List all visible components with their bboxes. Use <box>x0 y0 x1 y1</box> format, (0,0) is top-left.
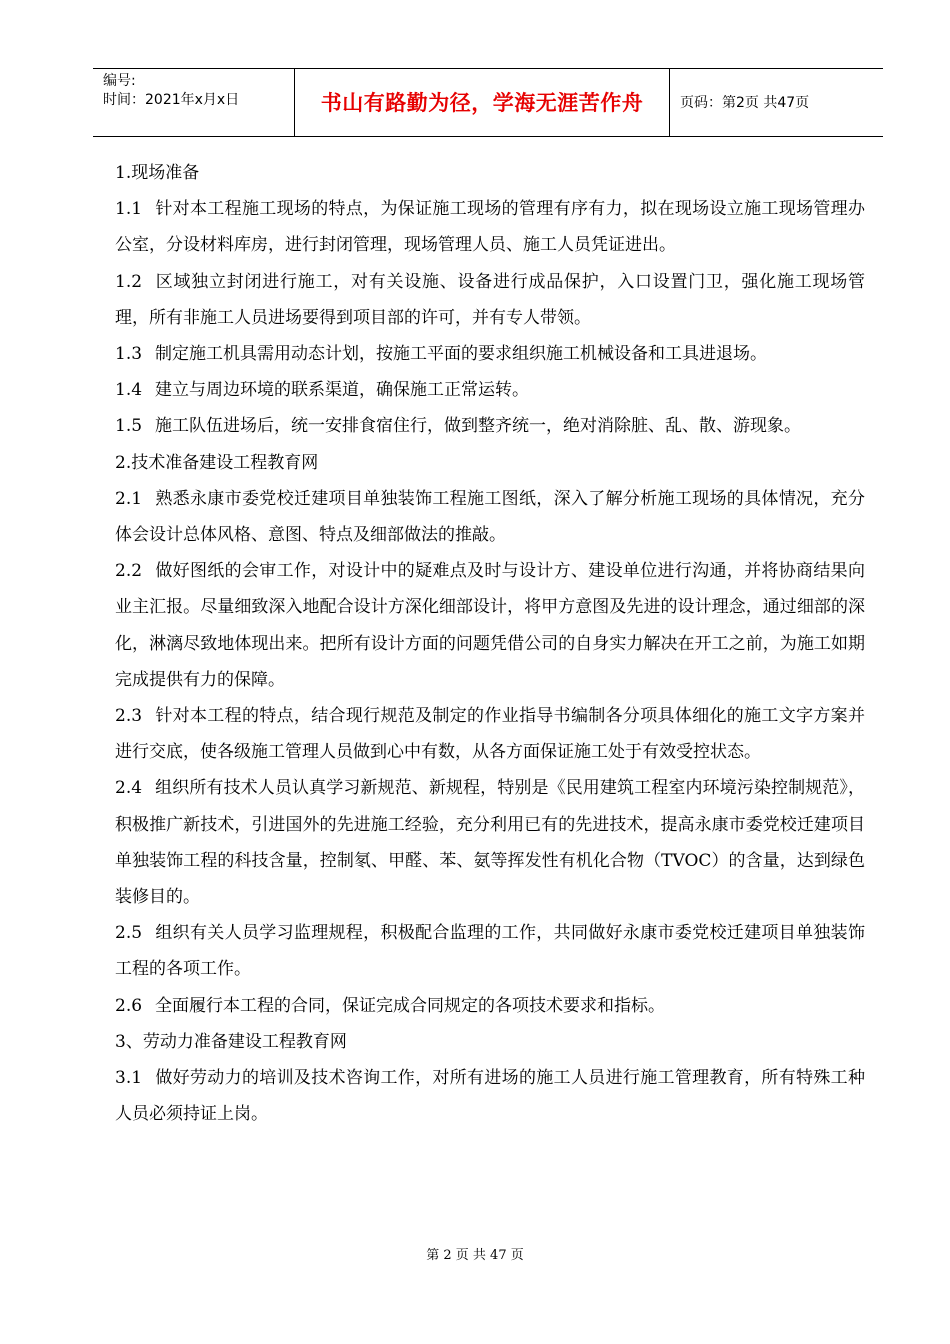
paragraph: 1.5 施工队伍进场后，统一安排食宿住行，做到整齐统一，绝对消除脏、乱、散、游现象。 <box>115 408 865 444</box>
item-number: 2.3 <box>115 706 143 727</box>
section-heading: 1.现场准备 <box>115 163 200 183</box>
page-footer: 第 2 页 共 47 页 <box>426 1248 524 1263</box>
paragraph: 2.3 针对本工程的特点，结合现行规范及制定的作业指导书编制各分项具体细化的施工文字方案并进行交底，使各级施工管理人员做到心中有数，从各方面保证施工处于有效受控状态。 <box>115 698 865 770</box>
paragraph: 1.3 制定施工机具需用动态计划，按施工平面的要求组织施工机械设备和工具进退场。 <box>115 336 865 372</box>
item-number: 2.6 <box>115 995 143 1016</box>
item-number: 1.5 <box>115 416 143 437</box>
header-meta <box>103 72 291 110</box>
header-divider <box>294 68 295 136</box>
paragraph: 3.1 做好劳动力的培训及技术咨询工作，对所有进场的施工人员进行施工管理教育，所有特殊工种人员必须持证上岗。 <box>115 1060 865 1132</box>
section-heading: 2.技术准备建设工程教育网 <box>115 452 319 473</box>
item-number: 1.4 <box>115 380 143 401</box>
item-number: 2.1 <box>115 488 143 509</box>
item-number: 2.2 <box>115 561 143 582</box>
page-code: 页码：第2页 共47页 <box>680 95 810 111</box>
section-heading: 3、劳动力准备建设工程教育网 <box>115 1031 347 1052</box>
header-divider <box>669 68 670 136</box>
paragraph: 2.1 熟悉永康市委党校迁建项目单独装饰工程施工图纸，深入了解分析施工现场的具体情况，充分体会设计总体风格、意图、特点及细部做法的推敲。 <box>115 481 865 553</box>
paragraph: 2.4 组织所有技术人员认真学习新规范、新规程，特别是《民用建筑工程室内环境污染控制规范》，积极推广新技术，引进国外的先进施工经验，充分利用已有的先进技术，提高永康市委党校迁建项目单独装饰工程的科技含量，控制氡、甲醛、苯、氨等挥发性有机化合物（TVOC）的含量，达到绿色装修目的。 <box>115 770 865 915</box>
serial-number-label: 编号: <box>103 73 136 89</box>
paragraph: 1.4 建立与周边环境的联系渠道，确保施工正常运转。 <box>115 372 865 408</box>
document-body <box>115 155 865 1132</box>
paragraph: 2.2 做好图纸的会审工作，对设计中的疑难点及时与设计方、建设单位进行沟通，并将协商结果向业主汇报。尽量细致深入地配合设计方深化细部设计，将甲方意图及先进的设计理念，通过细部的深化，淋漓尽致地体现出来。把所有设计方面的问题凭借公司的自身实力解决在开工之前，为施工如期完成提供有力的保障。 <box>115 553 865 698</box>
header-motto: 书山有路勤为径，学海无涯苦作舟 <box>320 91 644 115</box>
item-number: 3.1 <box>115 1068 143 1089</box>
item-number: 1.2 <box>115 271 143 292</box>
item-number: 2.5 <box>115 923 143 944</box>
time-label: 时间：2021年x月x日 <box>103 92 240 108</box>
item-number: 2.4 <box>115 778 143 799</box>
item-number: 1.3 <box>115 344 143 365</box>
paragraph: 2.5 组织有关人员学习监理规程，积极配合监理的工作，共同做好永康市委党校迁建项目单独装饰工程的各项工作。 <box>115 915 865 987</box>
paragraph: 2.6 全面履行本工程的合同，保证完成合同规定的各项技术要求和指标。 <box>115 988 865 1024</box>
header-bottom-rule <box>93 136 883 137</box>
paragraph: 1.1 针对本工程施工现场的特点，为保证施工现场的管理有序有力，拟在现场设立施工现场管理办公室，分设材料库房，进行封闭管理，现场管理人员、施工人员凭证进出。 <box>115 191 865 263</box>
item-number: 1.1 <box>115 199 143 220</box>
paragraph: 1.2 区域独立封闭进行施工，对有关设施、设备进行成品保护，入口设置门卫，强化施工现场管理，所有非施工人员进场要得到项目部的许可，并有专人带领。 <box>115 264 865 336</box>
